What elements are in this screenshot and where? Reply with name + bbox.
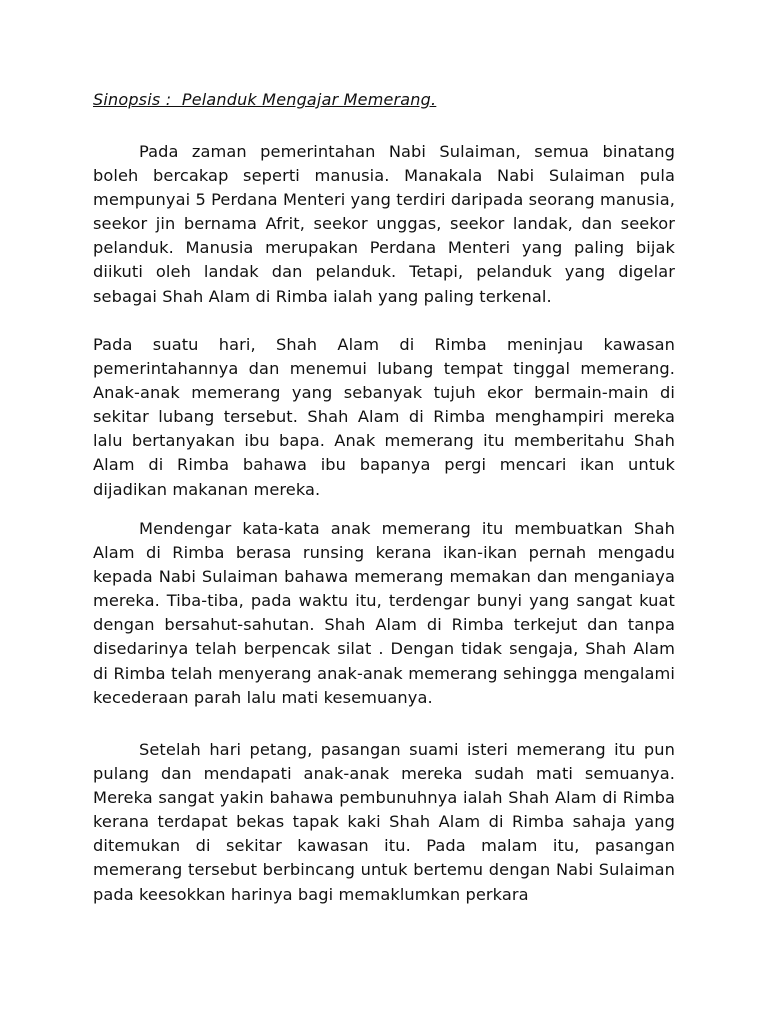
paragraph-1: Pada zaman pemerintahan Nabi Sulaiman, semua binatang boleh bercakap seperti manusia. Manakala Nabi Sulaiman pula mempunyai 5 Perdana Menteri yang terdiri daripada seorang manusia, seekor jin bernama Afrit, seekor unggas, seekor landak, dan seekor pelanduk. Manusia merupakan Perdana Menteri yang paling bijak diikuti oleh landak dan pelanduk. Tetapi, pelanduk yang digelar sebagai Shah Alam di Rimba ialah yang paling terkenal. — [93, 142, 675, 306]
paragraph-3: Mendengar kata-kata anak memerang itu membuatkan Shah Alam di Rimba berasa runsing kerana ikan-ikan pernah mengadu kepada Nabi Sulaiman bahawa memerang memakan dan menganiaya mereka. Tiba-tiba, pada waktu itu, terdengar bunyi yang sangat kuat dengan bersahut-sahutan. Shah Alam di Rimba terkejut dan tanpa disedarinya telah berpencak silat . Dengan tidak sengaja, Shah Alam di Rimba telah menyerang anak-anak memerang sehingga mengalami kecederaan parah lalu mati kesemuanya. — [93, 519, 675, 707]
page-title: Sinopsis : Pelanduk Mengajar Memerang. — [93, 90, 437, 109]
paragraph-2: Pada suatu hari, Shah Alam di Rimba meninjau kawasan pemerintahannya dan menemui lubang tempat tinggal memerang. Anak-anak memerang yang sebanyak tujuh ekor bermain-main di sekitar lubang tersebut. Shah Alam di Rimba menghampiri mereka lalu bertanyakan ibu bapa. Anak memerang itu memberitahu Shah Alam di Rimba bahawa ibu bapanya pergi mencari ikan untuk dijadikan makanan mereka. — [93, 335, 675, 499]
paragraph-4: Setelah hari petang, pasangan suami isteri memerang itu pun pulang dan mendapati anak-anak mereka sudah mati semuanya. Mereka sangat yakin bahawa pembunuhnya ialah Shah Alam di Rimba kerana terdapat bekas tapak kaki Shah Alam di Rimba sahaja yang ditemukan di sekitar kawasan itu. Pada malam itu, pasangan memerang tersebut berbincang untuk bertemu dengan Nabi Sulaiman pada keesokkan harinya bagi memaklumkan perkara — [93, 740, 675, 904]
